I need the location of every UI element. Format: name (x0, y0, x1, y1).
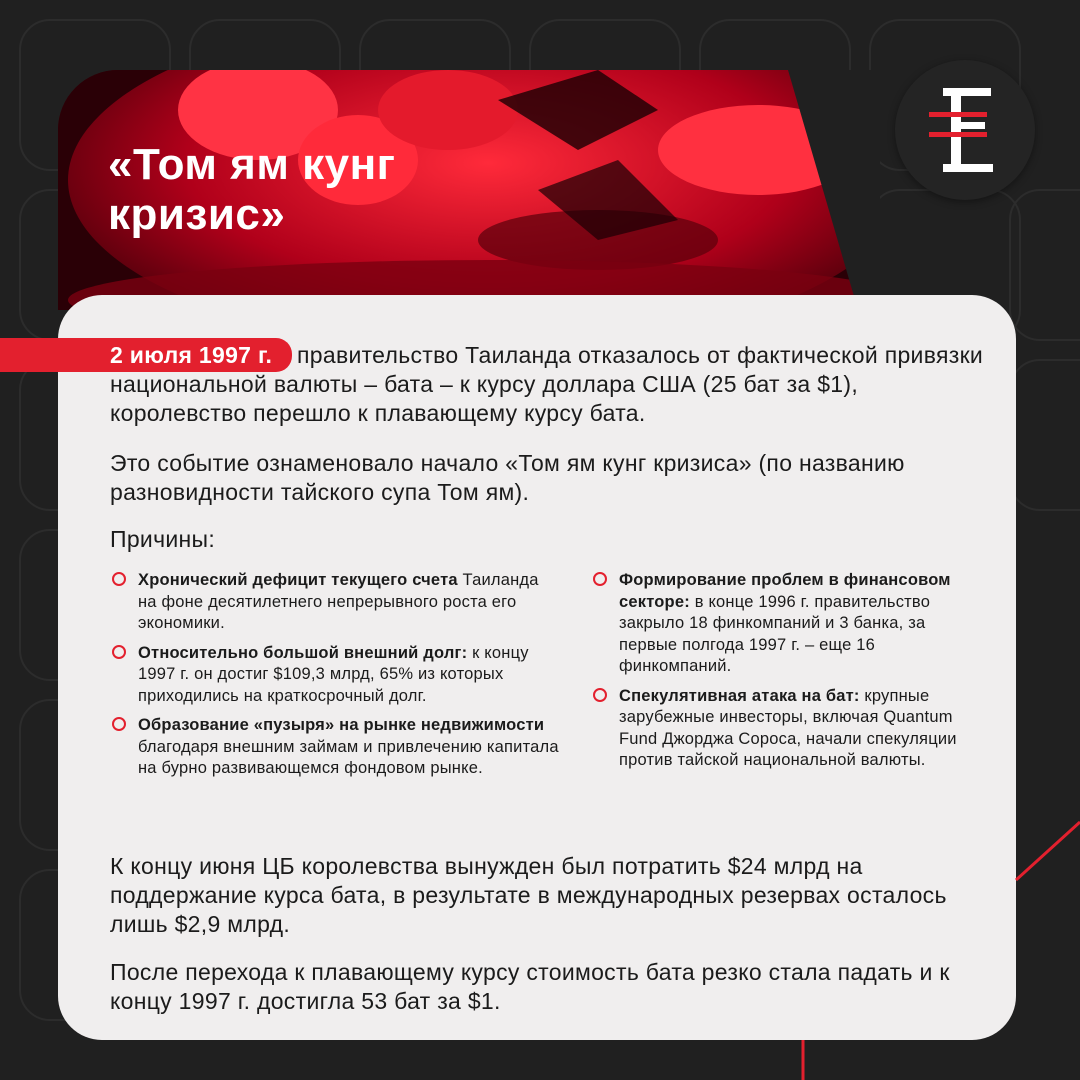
cause-text: благодаря внешним займам и привлечению капитала на бурно развивающемся фондовом рынке. (138, 737, 559, 777)
cause-text: крупные зарубежные инвесторы, включая Quantum Fund Джорджа Сороса, начали спекуляции против тайской национальной валюты. (619, 686, 957, 769)
cause-title: Хронический дефицит текущего счета (138, 571, 458, 589)
paragraph-4: После перехода к плавающему курсу стоимость бата резко стала падать и к концу 1997 г. достигла 53 бат за $1. (110, 959, 950, 1014)
title-line-1: «Том ям кунг (108, 140, 396, 189)
paragraph-3: К концу июня ЦБ королевства вынужден был потратить $24 млрд на поддержание курса бата, в результате в международных резервах осталось лишь $2,9 млрд. (110, 853, 947, 937)
cause-title: Образование «пузыря» на рынке недвижимости (138, 716, 545, 734)
cause-title: Относительно большой внешний долг: (138, 643, 468, 662)
cause-title: Формирование проблем в финансовом секторе: (619, 571, 951, 611)
cause-text: к концу 1997 г. он достиг $109,3 млрд, 65% из которых приходились на краткосрочный долг. (138, 643, 529, 705)
causes-heading: Причины: (110, 526, 216, 552)
intro-text: правительство Таиланда отказалось от фактической привязки национальной валюты – бата – к курсу доллара США (25 бат за $1), королевство перешло к плавающему курсу бата. (110, 342, 984, 426)
cause-text: в конце 1996 г. правительство закрыло 18 финкомпаний и 3 банка, за первые полгода 1997 г. – еще 16 финкомпаний. (619, 592, 931, 675)
title-line-2: кризис» (108, 190, 286, 239)
cause-text: Таиланда на фоне десятилетнего непрерывного роста его экономики. (138, 571, 539, 632)
paragraph-2: Это событие ознаменовало начало «Том ям кунг кризиса» (по названию разновидности тайского супа Том ям). (110, 450, 905, 505)
intro-date: 2 июля 1997 г. (110, 342, 273, 368)
cause-title: Спекулятивная атака на бат: (619, 686, 860, 705)
